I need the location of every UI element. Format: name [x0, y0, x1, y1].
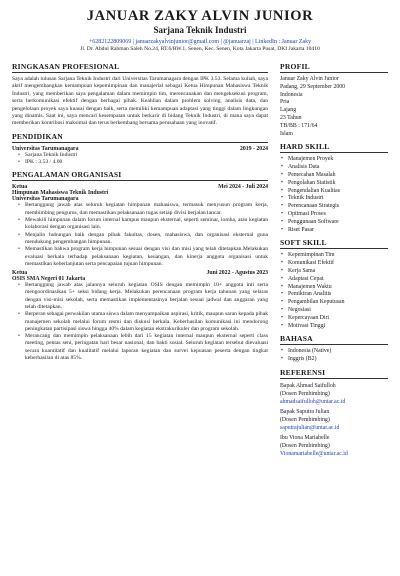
soft-skill-item: • Pemikiran Analitis: [280, 291, 388, 299]
left-column: [12, 58, 268, 460]
hard-skill-item: • Perencanaan Strategis: [280, 203, 388, 211]
reference-name: Bapak Ahmad Saifulloh: [280, 382, 336, 389]
candidate-name: JANUAR ZAKY ALVIN JUNIOR: [86, 8, 314, 24]
soft-skill-item: • Negosiasi: [280, 307, 388, 315]
soft-skill-item: • Kepemimpinan Tim: [280, 252, 388, 260]
organization-role: Ketua: [12, 270, 28, 277]
soft-skill-item: • Komunikasi Efektif: [280, 260, 388, 268]
organization-bullet: • Bertanggung jawab atas seluruh kegiatan himpunan mahasiswa, termasuk menyusun program kerja, membimbing pengurus, dan memastikan pelaksanaan tugas setiap divisi berjalan lancar.: [18, 202, 268, 217]
reference-email-link[interactable]: Vionamariabelle@untar.ac.id: [280, 450, 348, 457]
reference-email-link[interactable]: saputrajulian@untar.ac.id: [280, 424, 340, 431]
organization-heading: PENGALAMAN ORGANISASI: [12, 170, 268, 181]
reference-role: (Dosen Pembimbing): [280, 390, 330, 397]
hard-skill-item: • Penggunaan Software: [280, 219, 388, 227]
hard-skill-item: • Optimasi Proses: [280, 211, 388, 219]
organization-bullet: • Merancang dan memimpin pelaksanaan lebih dari 15 kegiatan internal maupun eksternal seperti class meeting, pentas seni, peringatan hari besar nasional, dan bakti sosial. Seluruh kegiatan tersebut dievaluasi secara kuantitatif dan kualitatif melalui laporan kegiatan dan survei kepuasan peserta dengan tingkat keberhasilan di atas 85%.: [18, 333, 268, 362]
social-handle-link[interactable]: @januarzaj: [223, 39, 251, 45]
organization-entry: [12, 184, 268, 268]
profile-list: [280, 76, 388, 138]
organization-bullets: [18, 282, 268, 362]
contact-separator: |: [131, 39, 136, 45]
profile-line: Indonesia: [280, 91, 303, 98]
soft-skill-heading: SOFT SKILL: [280, 238, 388, 249]
education-item: • IPK : 3.53 / 4.00: [18, 159, 268, 166]
organization-role: Ketua: [12, 184, 28, 191]
summary-text: Saya adalah lulusan Sarjana Teknik Industri dari Universitas Tarumanagara dengan IPK 3.53. Selama kuliah, saya aktif mengembangkan kemampuan kepemimpinan dan manajerial sebagai Ketua Himpunan Mahasiswa Teknik Industri, yang memberikan saya pengalaman dalam memimpin tim, merencanakan dan mengeksekusi program, serta berkomunikasi efektif dengan berbagai pihak. Keahlian dalam problem solving, analisis data, dan pengelolaan proyek saya kuasai dengan baik, serta memiliki kemampuan adaptasi yang tinggi dalam lingkungan yang dinamis. Saat ini, saya mencari kesempatan untuk berkarir di bidang Teknik Industri, di mana saya dapat memberikan kontribusi maksimal dan terus berkembang bersama perusahaan yang inovatif.: [12, 76, 268, 127]
organization-period: Mei 2024 - Juli 2024: [218, 184, 268, 191]
soft-skill-list: [280, 252, 388, 330]
soft-skill-item: • Pengambilan Keputusan: [280, 299, 388, 307]
reference-role: (Dosen Pembimbing): [280, 416, 330, 423]
candidate-title: Sarjana Teknik Industri: [153, 25, 247, 35]
right-column: [280, 58, 388, 460]
soft-skill-item: • Kerja Sama: [280, 268, 388, 276]
education-school: Universitas Tarumanagara: [12, 145, 79, 152]
profile-line: Padang, 29 September 2000: [280, 83, 346, 90]
organization-bullets: [18, 202, 268, 268]
language-item: • Indonesia (Native): [280, 348, 388, 356]
hard-skill-list: [280, 156, 388, 234]
linkedin-link[interactable]: LinkedIn : Januar Zaky: [255, 39, 312, 45]
reference-email-link[interactable]: ahmadsaifulloh@untar.ac.id: [280, 398, 346, 405]
hard-skill-item: • Analisis Data: [280, 164, 388, 172]
profile-line: Islam: [280, 130, 293, 137]
profile-line: Lajang: [280, 107, 297, 114]
address-line: Jl. Dr. Abdul Rahman Saleh No.24, RT.6/RW.1, Senen, Kec. Senen, Kota Jakarta Pusat, DKI Jakarta 10410: [80, 46, 320, 52]
profile-line: Pria: [280, 99, 290, 106]
hard-skill-item: • Pengendalian Kualitas: [280, 188, 388, 196]
education-list: [18, 152, 268, 167]
contact-separator: |: [219, 39, 224, 45]
reference-entry: [280, 382, 388, 406]
phone-link[interactable]: +6282122809069: [88, 39, 132, 45]
organization-name: OSIS SMA Negeri 01 Jakarta: [12, 276, 86, 283]
profile-line: Januar Zaky Alvin Junior: [280, 76, 339, 82]
organization-bullet: • Mewakili himpunan dalam forum internal kampus maupun eksternal, seperti seminar, lomba, atau kegiatan kolaborasi dengan organisasi lain.: [18, 217, 268, 232]
profile-line: 23 Tahun: [280, 114, 302, 121]
soft-skill-item: • Motivasi Tinggi: [280, 323, 388, 331]
summary-heading: RINGKASAN PROFESIONAL: [12, 62, 268, 73]
organization-period: Juni 2022 - Agustus 2023: [206, 270, 268, 277]
organization-bullet: • Berperan sebagai perwakilan utama siswa dalam menyampaikan aspirasi, kritik, maupun saran kepada pihak manajemen sekolah melalui forum resmi dan diskusi berkala. Keberhasilan komunikasi ini mendorong peningkatan partisipasi siswa hingga 40% dalam kegiatan ekstrakurikuler dan program sekolah.: [18, 311, 268, 333]
hard-skill-heading: HARD SKILL: [280, 142, 388, 153]
reference-entry: [280, 434, 388, 458]
organization-institution: Universitas Tarumanagara: [12, 196, 79, 203]
organization-entry: [12, 270, 268, 362]
reference-entry: [280, 408, 388, 432]
hard-skill-item: • Teknik Industri: [280, 195, 388, 203]
reference-heading: REFERENSI: [280, 368, 388, 379]
language-list: [280, 348, 388, 364]
contact-line: [12, 39, 388, 45]
soft-skill-item: • Kepercayaan Diri: [280, 315, 388, 323]
education-item: • Sarjana Teknik Industri: [18, 152, 268, 159]
hard-skill-item: • Pengolahan Statistik: [280, 180, 388, 188]
language-item: • Inggris (B2): [280, 356, 388, 364]
organization-bullet: • Bertanggung jawab atas jalannya seluruh kegiatan OSIS dengan memimpin 10+ anggota inti serta mengoordinasikan 5+ seksi bidang kerja. Melakukan perencanaan program kerja tahunan yang selaras dengan visi-misi sekolah, serta memastikan implementasinya berjalan sesuai jadwal dan anggaran yang telah ditetapkan.: [18, 282, 268, 311]
email-link[interactable]: januarzakyalvinjunior@gmail.com: [135, 39, 220, 45]
profile-heading: PROFIL: [280, 62, 388, 73]
soft-skill-item: • Manajemen Waktu: [280, 284, 388, 292]
organization-bullet: • Memastikan bahwa program kerja himpunan sesuai dengan visi dan misi yang telah ditetapkan.Melakukan evaluasi berkala terhadap pelaksanaan kegiatan, keuangan, dan kinerja anggota organisasi untuk memastikan keberlanjutan serta pencapaian tujuan himpunan.: [18, 246, 268, 268]
reference-role: (Dosen Pembimbing): [280, 442, 330, 449]
reference-name: Bapak Saputra Julian: [280, 408, 330, 415]
hard-skill-item: • Manajemen Proyek: [280, 156, 388, 164]
hard-skill-item: • Pemecahan Masalah: [280, 172, 388, 180]
contact-separator: |: [250, 39, 256, 45]
organization-name: Himpunan Mahasiswa Teknik Industri: [12, 190, 109, 197]
profile-line: TB/BB : 171/64: [280, 122, 318, 129]
hard-skill-item: • Riset Pasar: [280, 227, 388, 235]
education-heading: PENDIDIKAN: [12, 132, 268, 143]
reference-name: Ibu Viona Mariabelle: [280, 434, 330, 441]
organization-bullet: • Menjalin hubungan baik dengan pihak fakultas, dosen, mahasiswa, dan organisasi eksternal guna mendukung pengembangan himpunan.: [18, 232, 268, 247]
soft-skill-item: • Adaptasi Cepat: [280, 276, 388, 284]
content-columns: [12, 58, 388, 460]
education-period: 2019 - 2024: [239, 145, 268, 152]
language-heading: BAHASA: [280, 334, 388, 345]
